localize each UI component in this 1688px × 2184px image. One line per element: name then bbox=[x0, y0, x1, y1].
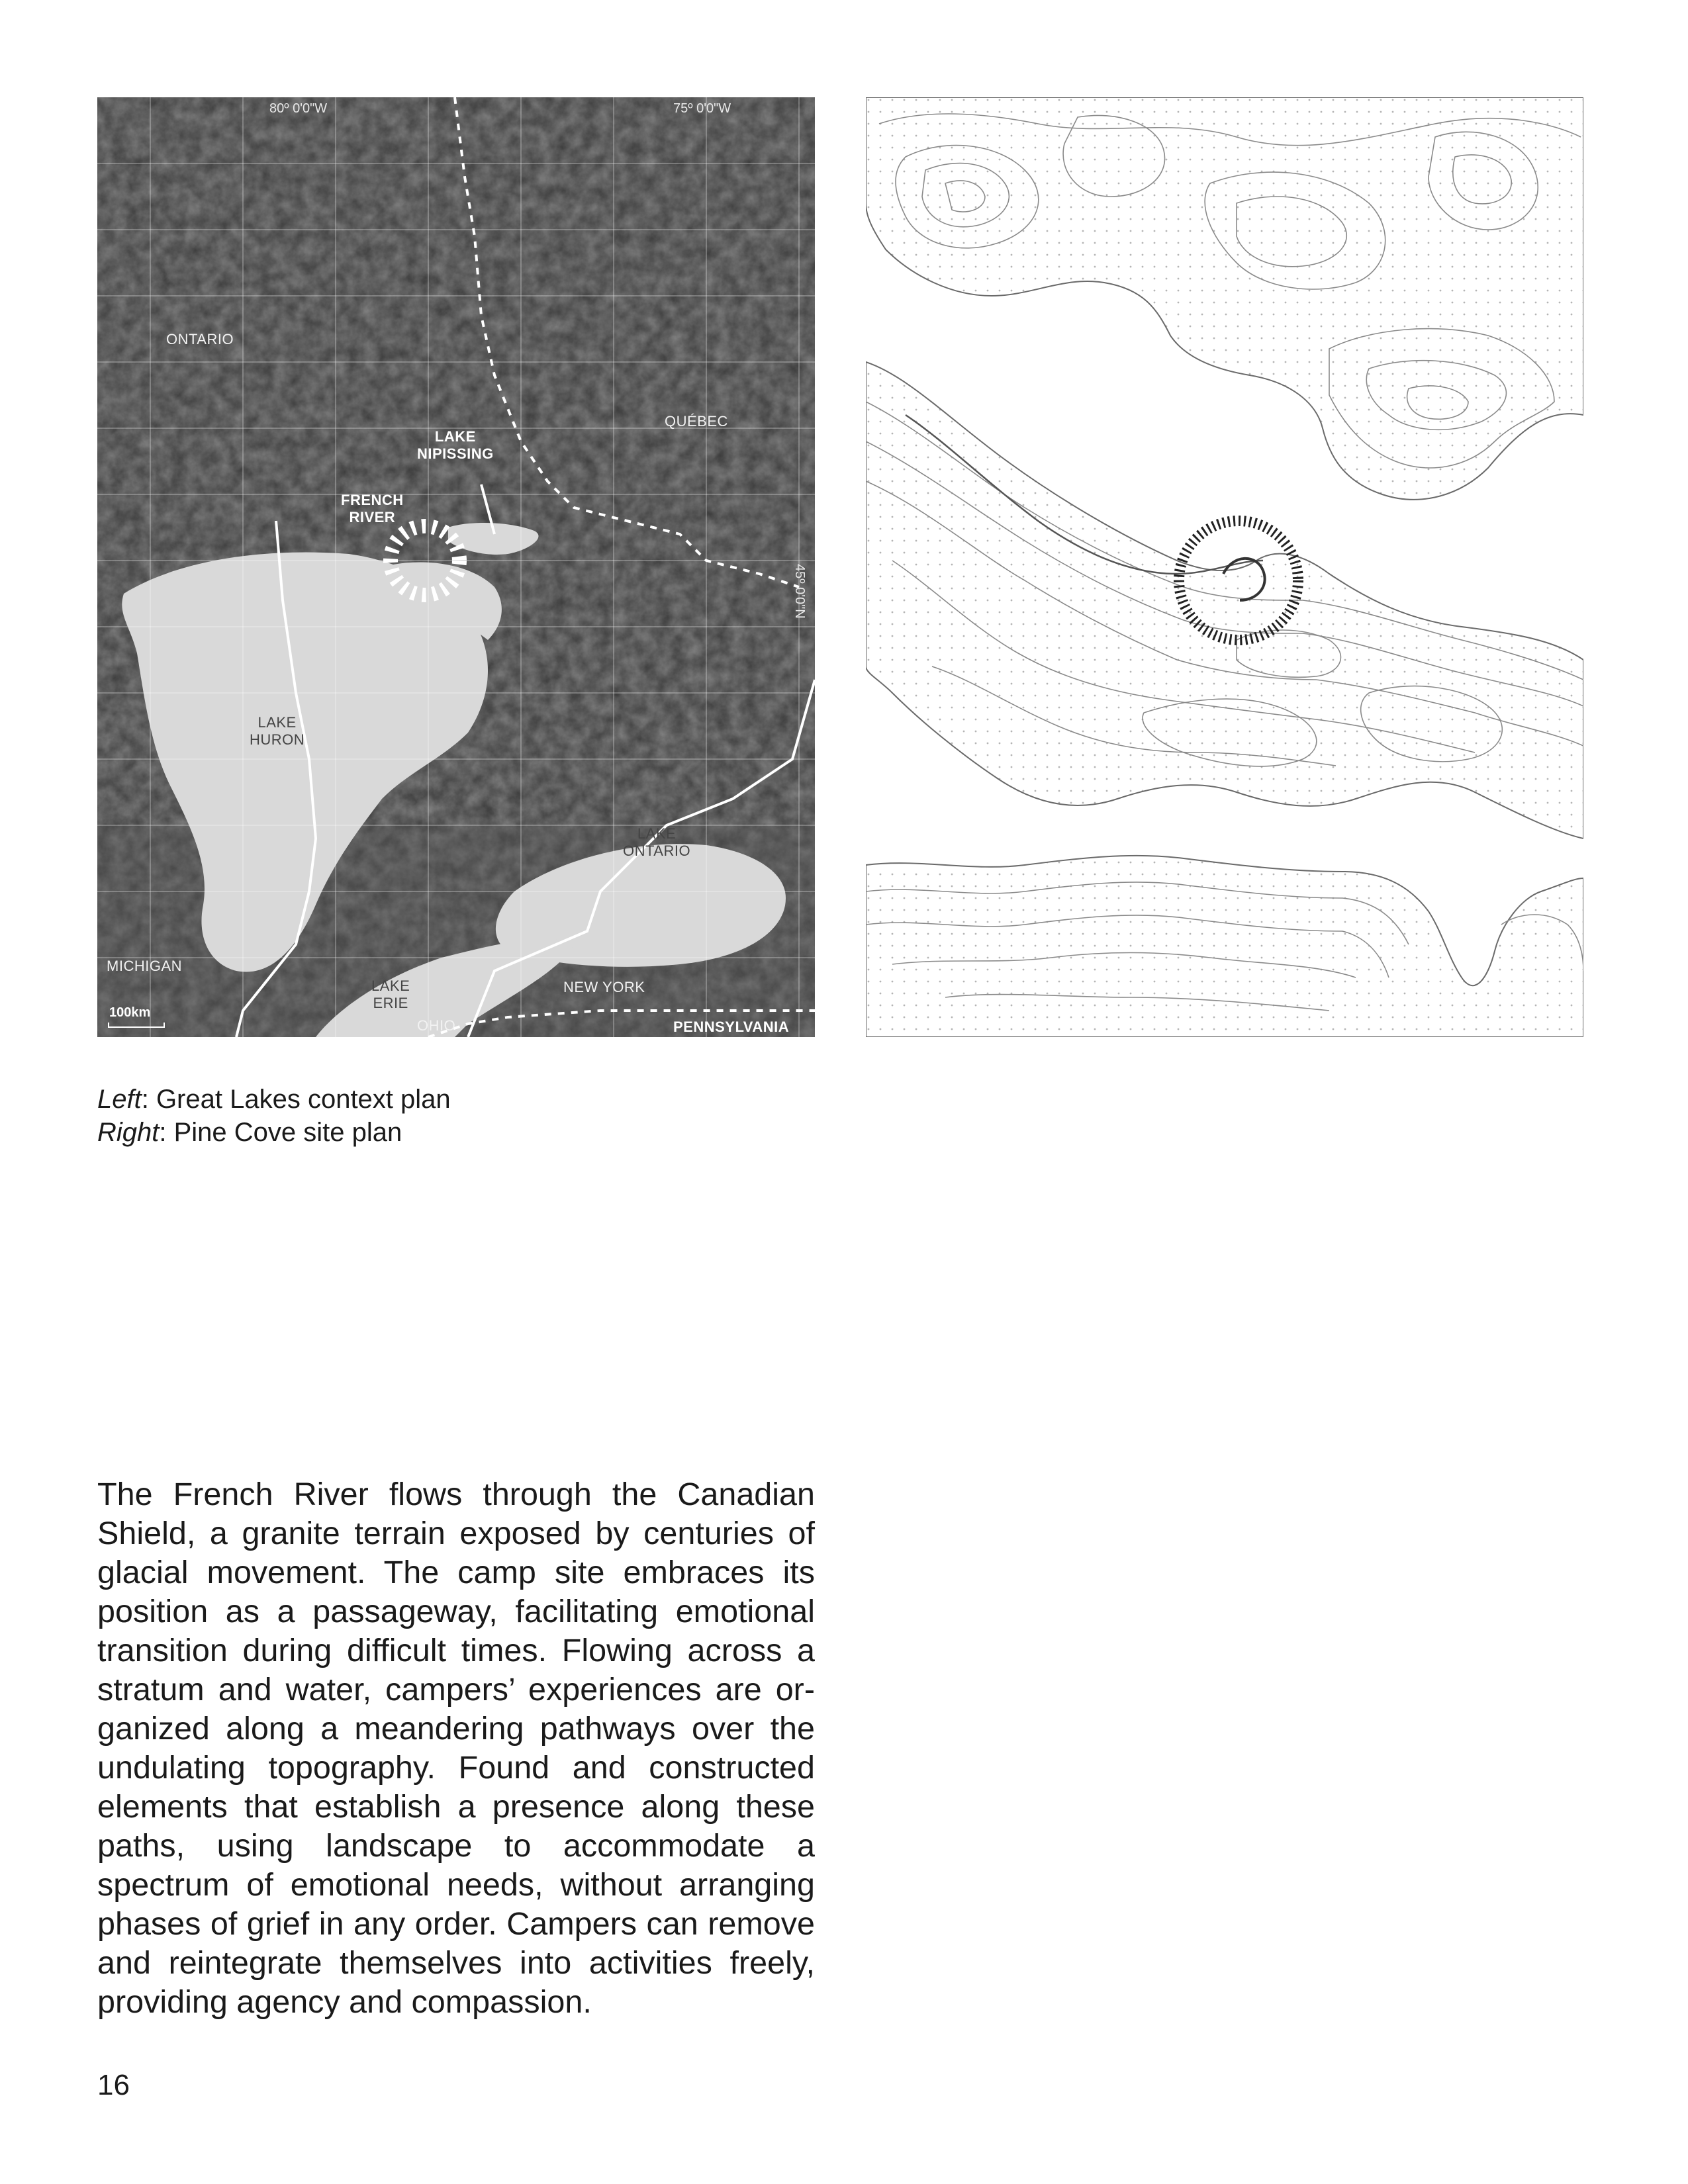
caption-left-term: Left bbox=[97, 1085, 142, 1114]
lake-erie-label: LAKE ERIE bbox=[371, 978, 410, 1011]
french-river-label: FRENCH RIVER bbox=[341, 492, 404, 525]
michigan-label: MICHIGAN bbox=[107, 958, 182, 974]
lake-huron-label: LAKE HURON bbox=[250, 714, 305, 748]
caption-left-text: : Great Lakes context plan bbox=[141, 1085, 451, 1114]
longitude-80-label: 80º 0'0"W bbox=[269, 101, 328, 116]
latitude-45-label: 45º 0'0"N bbox=[792, 564, 807, 619]
lake-ontario-label: LAKE ONTARIO bbox=[623, 825, 691, 859]
ontario-label: ONTARIO bbox=[166, 331, 234, 347]
scale-label: 100km bbox=[109, 1005, 151, 1020]
satellite-terrain bbox=[97, 97, 815, 1037]
quebec-label: QUÉBEC bbox=[665, 413, 728, 430]
ohio-label: OHIO bbox=[417, 1017, 456, 1034]
new-york-label: NEW YORK bbox=[563, 979, 645, 995]
caption-right-line bbox=[97, 1116, 451, 1149]
great-lakes-context-map bbox=[97, 97, 815, 1037]
scale-bar bbox=[108, 1023, 165, 1028]
caption-left-line bbox=[97, 1083, 451, 1116]
caption-right-term: Right bbox=[97, 1118, 160, 1147]
topographic-contours bbox=[866, 97, 1583, 1037]
lake-nipissing-label: LAKE NIPISSING bbox=[417, 428, 494, 462]
longitude-75-label: 75º 0'0"W bbox=[673, 101, 731, 116]
south-landmass bbox=[866, 856, 1583, 1037]
pine-cove-site-plan bbox=[866, 97, 1583, 1037]
figure-caption bbox=[97, 1083, 451, 1149]
pennsylvania-label: PENNSYLVANIA bbox=[673, 1019, 790, 1035]
page-number: 16 bbox=[97, 2069, 130, 2101]
body-paragraph: The French River flows through the Canadian Shield, a granite terrain exposed by centuries of glacial movement. The camp site embraces its position as a passageway, facilitating emotional transition during difficult times. Flowing across a stratum and water, campers’ experiences are organized along a meandering pathways over the undulating topography. Found and constructed elements that establish a presence along these paths, using landscape to accommodate a spectrum of emotional needs, without arranging phases of grief in any order. Campers can remove and reintegrate themselves into activities freely, providing agency and compassion. bbox=[97, 1476, 815, 2020]
caption-right-text: : Pine Cove site plan bbox=[159, 1118, 402, 1147]
